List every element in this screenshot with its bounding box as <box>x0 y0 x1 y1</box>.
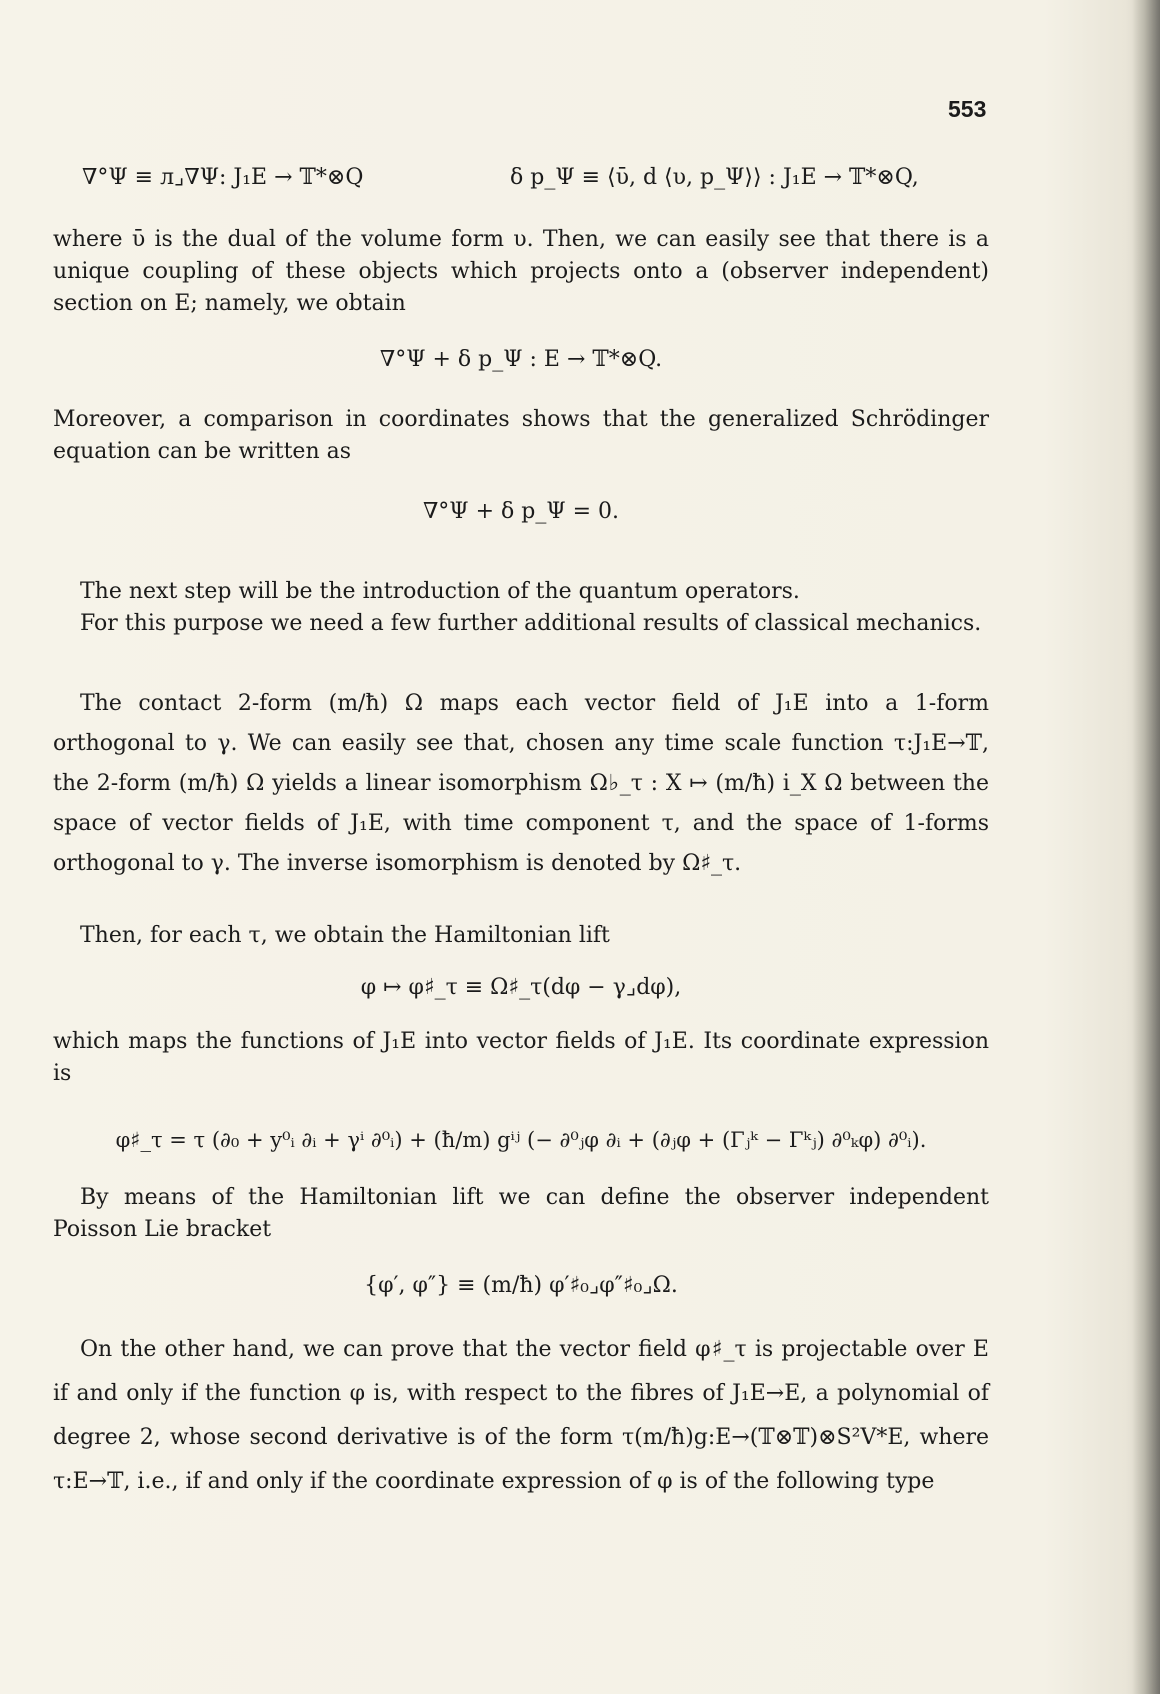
equation-hamiltonian-lift: φ ↦ φ♯_τ ≡ Ω♯_τ(dφ − γ⌟dφ), <box>360 975 682 1000</box>
equation-poisson-bracket: {φ′, φ″} ≡ (m/ħ) φ′♯₀⌟φ″♯₀⌟Ω. <box>364 1273 678 1298</box>
paragraph-next-step: The next step will be the introduction of the quantum operators. <box>80 579 800 604</box>
paragraph-then: Then, for each τ, we obtain the Hamiltonian lift <box>80 923 610 948</box>
page-number: 553 <box>948 96 987 122</box>
paragraph-which-maps: which maps the functions of J₁E into vector fields of J₁E. Its coordinate expression is <box>53 1029 989 1086</box>
paragraph-contact-form: The contact 2-form (m/ħ) Ω maps each vector field of J₁E into a 1-form orthogonal to γ. We can easily see that, chosen any time scale function τ:J₁E→𝕋, the 2-form (m/ħ) Ω yields a linear isomorphism Ω♭_τ : X ↦ (m/ħ) i_X Ω between the space of vector fields of J₁E, with time component τ, and the space of 1-forms orthogonal to γ. The inverse isomorphism is denoted by Ω♯_τ. <box>53 691 989 876</box>
paragraph-purpose: For this purpose we need a few further additional results of classical mechanics. <box>80 611 982 636</box>
equation-coordinate-expression: φ♯_τ = τ (∂₀ + y⁰ᵢ ∂ᵢ + γⁱ ∂⁰ᵢ) + (ħ/m) gⁱʲ (− ∂⁰ⱼφ ∂ᵢ + (∂ⱼφ + (Γⱼᵏ − Γᵏⱼ) ∂⁰ₖφ) ∂⁰ᵢ). <box>115 1128 927 1152</box>
equation-top-right: δ p_Ψ ≡ ⟨ῡ, d ⟨υ, p_Ψ⟩⟩ : J₁E → 𝕋*⊗Q, <box>510 165 919 190</box>
equation-section: ∇°Ψ + δ p_Ψ : E → 𝕋*⊗Q. <box>379 347 663 372</box>
paragraph-by-means: By means of the Hamiltonian lift we can define the observer independent Poisson Lie bracket <box>53 1185 989 1242</box>
paragraph-moreover: Moreover, a comparison in coordinates shows that the generalized Schrödinger equation can be written as <box>53 407 989 464</box>
paragraph-dual: where ῡ is the dual of the volume form υ. Then, we can easily see that there is a unique coupling of these objects which projects onto a (observer independent) section on E; namely, we obtain <box>53 227 989 316</box>
equation-schrodinger: ∇°Ψ + δ p_Ψ = 0. <box>422 499 620 524</box>
paragraph-projectable: On the other hand, we can prove that the vector field φ♯_τ is projectable over E if and only if the function φ is, with respect to the fibres of J₁E→E, a polynomial of degree 2, whose second derivative is of the form τ(m/ħ)g:E→(𝕋⊗𝕋)⊗S²V*E, where τ:E→𝕋, i.e., if and only if the coordinate expression of φ is of the following type <box>53 1337 989 1494</box>
page-spine-shadow <box>1132 0 1160 1694</box>
equation-top-left: ∇°Ψ ≡ л⌟∇Ψ: J₁E → 𝕋*⊗Q <box>82 165 364 190</box>
